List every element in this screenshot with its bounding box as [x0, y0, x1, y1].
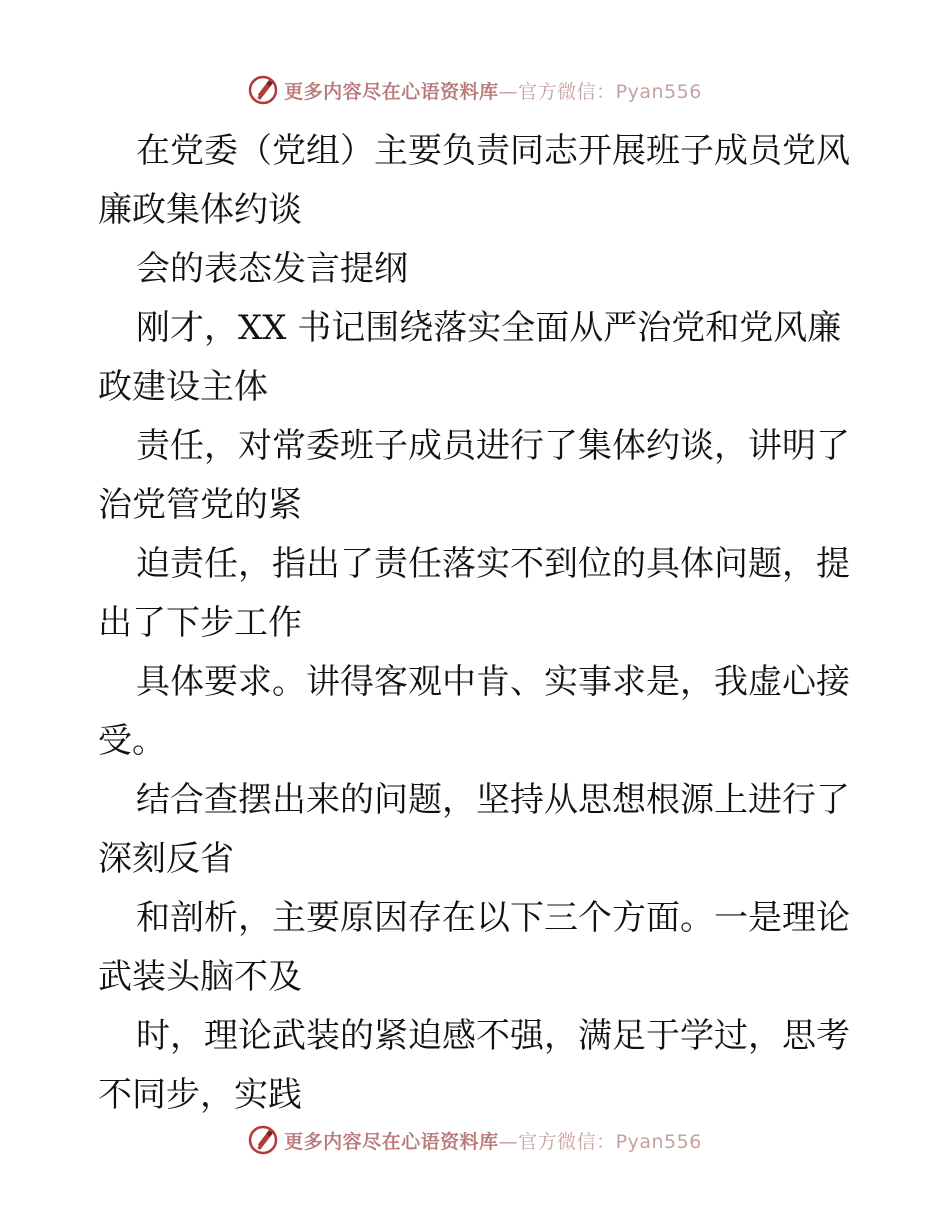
header-separator: — [498, 80, 519, 103]
body-line: 廉政集体约谈 [98, 190, 302, 230]
body-line: 刚才，XX 书记围绕落实全面从严治党和党风廉 [136, 308, 842, 348]
footer-watermark-text [284, 1127, 702, 1154]
footer-contact: 官方微信：Pyan556 [518, 1130, 702, 1153]
header-brand: 更多内容尽在心语资料库 [284, 80, 499, 103]
body-line: 政建设主体 [98, 367, 268, 407]
body-line: 具体要求。讲得客观中肯、实事求是，我虚心接 [136, 662, 850, 702]
pen-nib-logo-icon [248, 1125, 278, 1155]
body-line: 深刻反省 [98, 839, 234, 879]
pen-nib-logo-icon [248, 75, 278, 105]
body-line: 治党管党的紧 [98, 485, 302, 525]
body-line: 不同步，实践 [98, 1075, 302, 1115]
header-watermark-inner [248, 75, 702, 105]
body-line: 时，理论武装的紧迫感不强，满足于学过，思考 [136, 1016, 850, 1056]
header-watermark-text [284, 77, 702, 104]
body-line: 出了下步工作 [98, 603, 302, 643]
document-body [98, 122, 858, 1125]
body-line: 结合查摆出来的问题，坚持从思想根源上进行了 [136, 780, 850, 820]
body-line: 会的表态发言提纲 [136, 249, 408, 289]
body-line: 和剖析，主要原因存在以下三个方面。一是理论 [136, 898, 850, 938]
header-contact: 官方微信：Pyan556 [518, 80, 702, 103]
footer-watermark [0, 1120, 950, 1160]
footer-watermark-inner [248, 1125, 702, 1155]
footer-brand: 更多内容尽在心语资料库 [284, 1130, 499, 1153]
header-watermark [0, 70, 950, 110]
body-line: 受。 [98, 721, 166, 761]
body-line: 武装头脑不及 [98, 957, 302, 997]
footer-separator: — [498, 1130, 519, 1153]
body-line: 责任，对常委班子成员进行了集体约谈，讲明了 [136, 426, 850, 466]
body-line: 迫责任，指出了责任落实不到位的具体问题，提 [136, 544, 850, 584]
body-line: 在党委（党组）主要负责同志开展班子成员党风 [136, 131, 850, 171]
